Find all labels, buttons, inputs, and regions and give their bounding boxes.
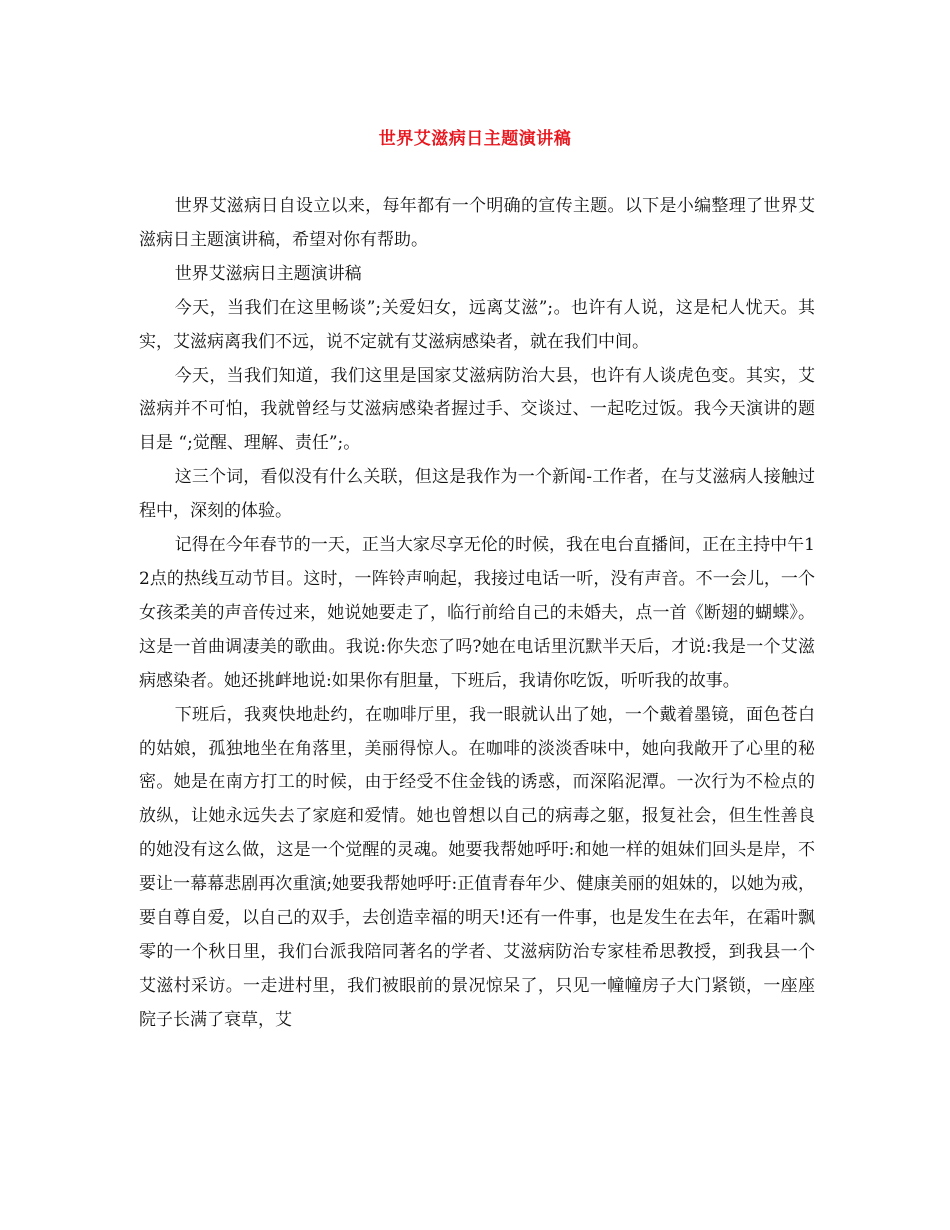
document-title: 世界艾滋病日主题演讲稿 [378,129,572,149]
paragraph: 这三个词，看似没有什么关联，但这是我作为一个新闻-工作者，在与艾滋病人接触过程中，深刻的体验。 [139,467,815,522]
paragraph: 今天，当我们在这里畅谈”;关爱妇女，远离艾滋”;。也许有人说，这是杞人忧天。其实，艾滋病离我们不远，说不定就有艾滋病感染者，就在我们中间。 [139,297,815,352]
paragraph-intro: 世界艾滋病日自设立以来，每年都有一个明确的宣传主题。以下是小编整理了世界艾滋病日主题演讲稿，希望对你有帮助。 [139,196,815,250]
paragraph: 下班后，我爽快地赴约，在咖啡厅里，我一眼就认出了她，一个戴着墨镜，面色苍白的姑娘，孤独地坐在角落里，美丽得惊人。在咖啡的淡淡香味中，她向我敞开了心里的秘密。她是在南方打工的时候，由于经受不住金钱的诱惑，而深陷泥潭。一次行为不检点的放纵，让她永远失去了家庭和爱情。她也曾想以自己的病毒之躯，报复社会，但生性善良的她没有这么做，这是一个觉醒的灵魂。她要我帮她呼吁:和她一样的姐妹们回头是岸，不要让一幕幕悲剧再次重演;她要我帮她呼吁:正值青春年少、健康美丽的姐妹的，以她为戒，要自尊自爱，以自己的双手，去创造幸福的明天!还有一件事，也是发生在去年，在霜叶飘零的一个秋日里，我们台派我陪同著名的学者、艾滋病防治专家桂希思教授，到我县一个艾滋村采访。一走进村里，我们被眼前的景况惊呆了，只见一幢幢房子大门紧锁，一座座院子长满了衰草，艾 [139,704,815,1030]
paragraph: 记得在今年春节的一天，正当大家尽享无伦的时候，我在电台直播间，正在主持中午12点的热线互动节目。这时，一阵铃声响起，我接过电话一听，没有声音。不一会儿，一个女孩柔美的声音传过来，她说她要走了，临行前给自己的未婚夫，点一首《断翅的蝴蝶》。这是一首曲调凄美的歌曲。我说:你失恋了吗?她在电话里沉默半天后，才说:我是一个艾滋病感染者。她还挑衅地说:如果你有胆量，下班后，我请你吃饭，听听我的故事。 [139,535,815,691]
paragraph-subtitle: 世界艾滋病日主题演讲稿 [174,263,362,284]
document-body [139,190,815,1038]
paragraph: 今天，当我们知道，我们这里是国家艾滋病防治大县，也许有人谈虎色变。其实，艾滋病并不可怕，我就曾经与艾滋病感染者握过手、交谈过、一起吃过饭。我今天演讲的题目是 “;觉醒、理解、责任”;。 [139,365,815,454]
